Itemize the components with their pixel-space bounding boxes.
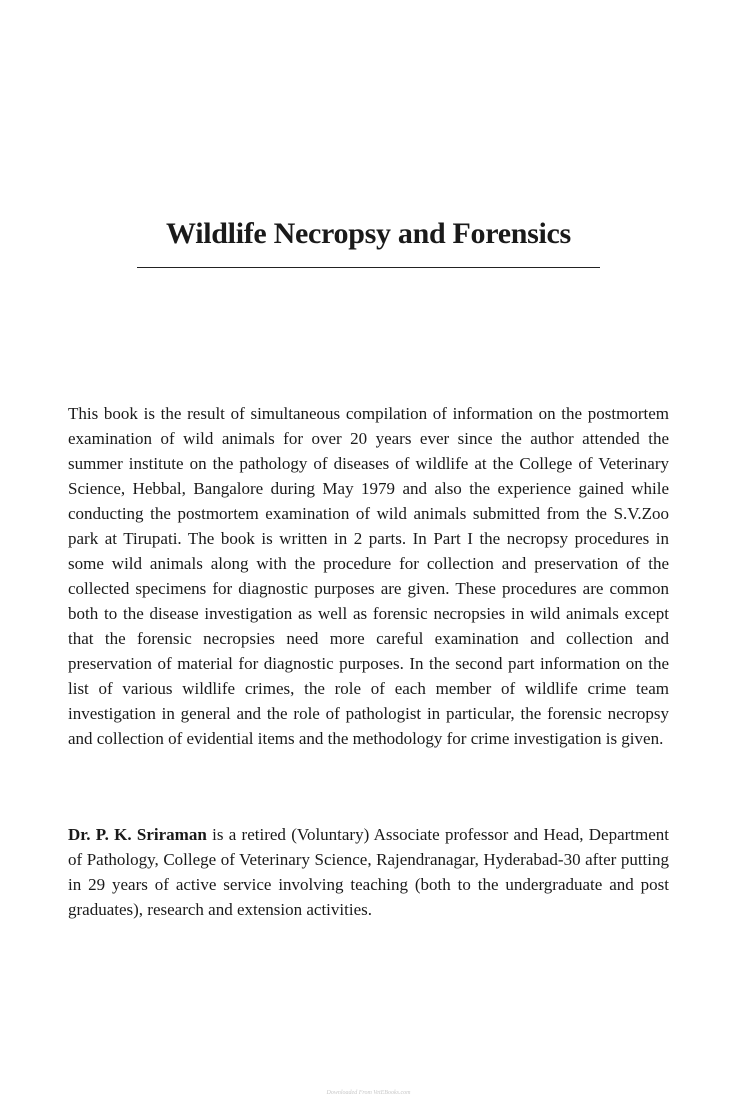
author-name: Dr. P. K. Sriraman (68, 825, 207, 844)
author-bio-text: is a retired (Voluntary) Associate professor and Head, Department of Pathology, College of Veterinary Science, Rajendranagar, Hyderabad-30 after putting in 29 years of active service involving teaching (both to the undergraduate and post graduates), research and extension activities. (68, 825, 670, 919)
book-description: This book is the result of simultaneous compilation of information on the postmortem examination of wild animals for over 20 years ever since the author attended the summer institute on the pathology of diseases of wildlife at the College of Veterinary Science, Hebbal, Bangalore during May 1979 and also the experience gained while conducting the postmortem examination of wild animals submitted from the S.V.Zoo park at Tirupati. The book is written in 2 parts. In Part I the necropsy procedures in some wild animals along with the procedure for collection and preservation of the collected specimens for diagnostic purposes are given. These procedures are common both to the disease investigation as well as forensic necropsies in wild animals except that the forensic necropsies need more careful examination and collection and preservation of material for diagnostic purposes. In the second part information on the list of various wildlife crimes, the role of each member of wildlife crime team investigation in general and the role of pathologist in particular, the forensic necropsy and collection of evidential items and the methodology for crime investigation is given. (68, 404, 669, 748)
download-watermark: Downloaded From VetEBooks.com (326, 1090, 411, 1096)
book-title: Wildlife Necropsy and Forensics (166, 217, 571, 250)
title-underline (137, 267, 600, 268)
author-bio (68, 822, 669, 922)
